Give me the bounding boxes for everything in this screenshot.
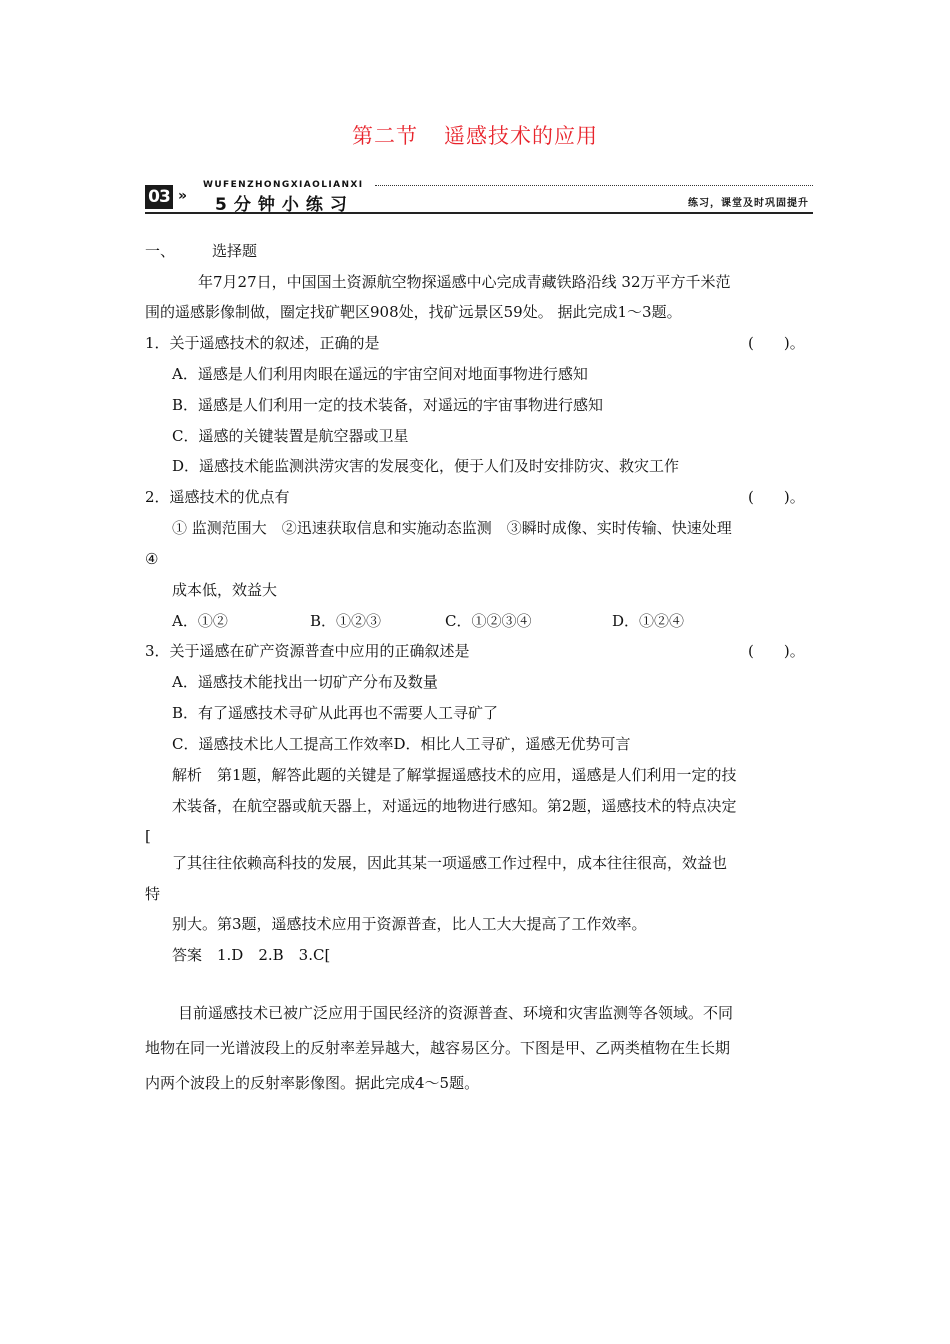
analysis-line: 术装备，在航空器或航天器上，对遥远的地物进行感知。第2题，遥感技术的特点决定 xyxy=(172,797,737,815)
section-number: 一、 xyxy=(145,242,176,260)
question-1-option-b: B．遥感是人们利用一定的技术装备，对遥远的宇宙事物进行感知 xyxy=(172,396,604,414)
banner-label: 5分钟小练习 xyxy=(215,195,354,215)
question-1-stem: 1．关于遥感技术的叙述，正确的是 xyxy=(145,334,380,352)
exercise-banner xyxy=(145,176,813,216)
banner-dotted-line xyxy=(375,185,813,186)
question-3-option-a: A．遥感技术能找出一切矿产分布及数量 xyxy=(172,673,438,691)
question-1-option-c: C．遥感的关键装置是航空器或卫星 xyxy=(172,427,409,445)
question-2-statements: ① 监测范围大 ②迅速获取信息和实施动态监测 ③瞬时成像、实时传输、快速处理 xyxy=(172,519,732,537)
banner-number: 03 xyxy=(145,185,173,209)
page-title xyxy=(0,120,950,150)
question-2-stem: 2．遥感技术的优点有 xyxy=(145,488,290,506)
question-1-bracket: ( )。 xyxy=(748,334,805,352)
question-1-option-d: D．遥感技术能监测洪涝灾害的发展变化，便于人们及时安排防灾、救灾工作 xyxy=(172,457,680,475)
question-2-choice-d: D．①②④ xyxy=(612,612,685,630)
answer-line: 答案 1.D 2.B 3.C[ xyxy=(172,946,331,964)
passage1-line: 围的遥感影像制做，圈定找矿靶区908处，找矿远景区59处。 据此完成1～3题。 xyxy=(145,303,682,321)
analysis-line: 了其往往依赖高科技的发展，因此其某一项遥感工作过程中，成本往往很高，效益也 xyxy=(172,854,728,872)
banner-pinyin: WUFENZHONGXIAOLIANXI xyxy=(203,180,364,190)
question-3-option-b: B．有了遥感技术寻矿从此再也不需要人工寻矿了 xyxy=(172,704,499,722)
section-name: 选择题 xyxy=(212,242,258,260)
banner-slogan: 练习，课堂及时巩固提升 xyxy=(688,198,809,209)
analysis-line: 特 xyxy=(145,885,161,903)
question-2-statement-4-mark: ④ xyxy=(145,550,159,568)
question-2-choice-b: B．①②③ xyxy=(310,612,382,630)
question-3-bracket: ( )。 xyxy=(748,642,805,660)
analysis-line: [ xyxy=(145,827,151,845)
passage2-line: 地物在同一光谱波段上的反射率差异越大，越容易区分。下图是甲、乙两类植物在生长期 xyxy=(145,1039,731,1057)
question-2-statement-4: 成本低，效益大 xyxy=(172,581,278,599)
passage2-line: 目前遥感技术已被广泛应用于国民经济的资源普查、环境和灾害监测等各领域。不同 xyxy=(178,1004,734,1022)
passage2-line: 内两个波段上的反射率影像图。据此完成4～5题。 xyxy=(145,1074,480,1092)
title-section-number: 第二节 xyxy=(352,124,418,148)
analysis-line: 解析 第1题，解答此题的关键是了解掌握遥感技术的应用，遥感是人们利用一定的技 xyxy=(172,766,737,784)
question-1-option-a: A．遥感是人们利用肉眼在遥远的宇宙空间对地面事物进行感知 xyxy=(172,365,588,383)
question-2-bracket: ( )。 xyxy=(748,488,805,506)
title-topic: 遥感技术的应用 xyxy=(444,124,598,148)
question-2-choice-c: C．①②③④ xyxy=(445,612,532,630)
question-2-choice-a: A．①② xyxy=(172,612,228,630)
banner-rule xyxy=(145,212,813,214)
analysis-line: 别大。第3题，遥感技术应用于资源普查，比人工大大提高了工作效率。 xyxy=(172,915,647,933)
chevron-icon: » xyxy=(178,188,188,204)
question-3-stem: 3．关于遥感在矿产资源普查中应用的正确叙述是 xyxy=(145,642,470,660)
passage1-line: 年7月27日，中国国土资源航空物探遥感中心完成青藏铁路沿线 32万平方千米范 xyxy=(198,273,731,291)
question-3-option-cd: C．遥感技术比人工提高工作效率D．相比人工寻矿，遥感无优势可言 xyxy=(172,735,631,753)
